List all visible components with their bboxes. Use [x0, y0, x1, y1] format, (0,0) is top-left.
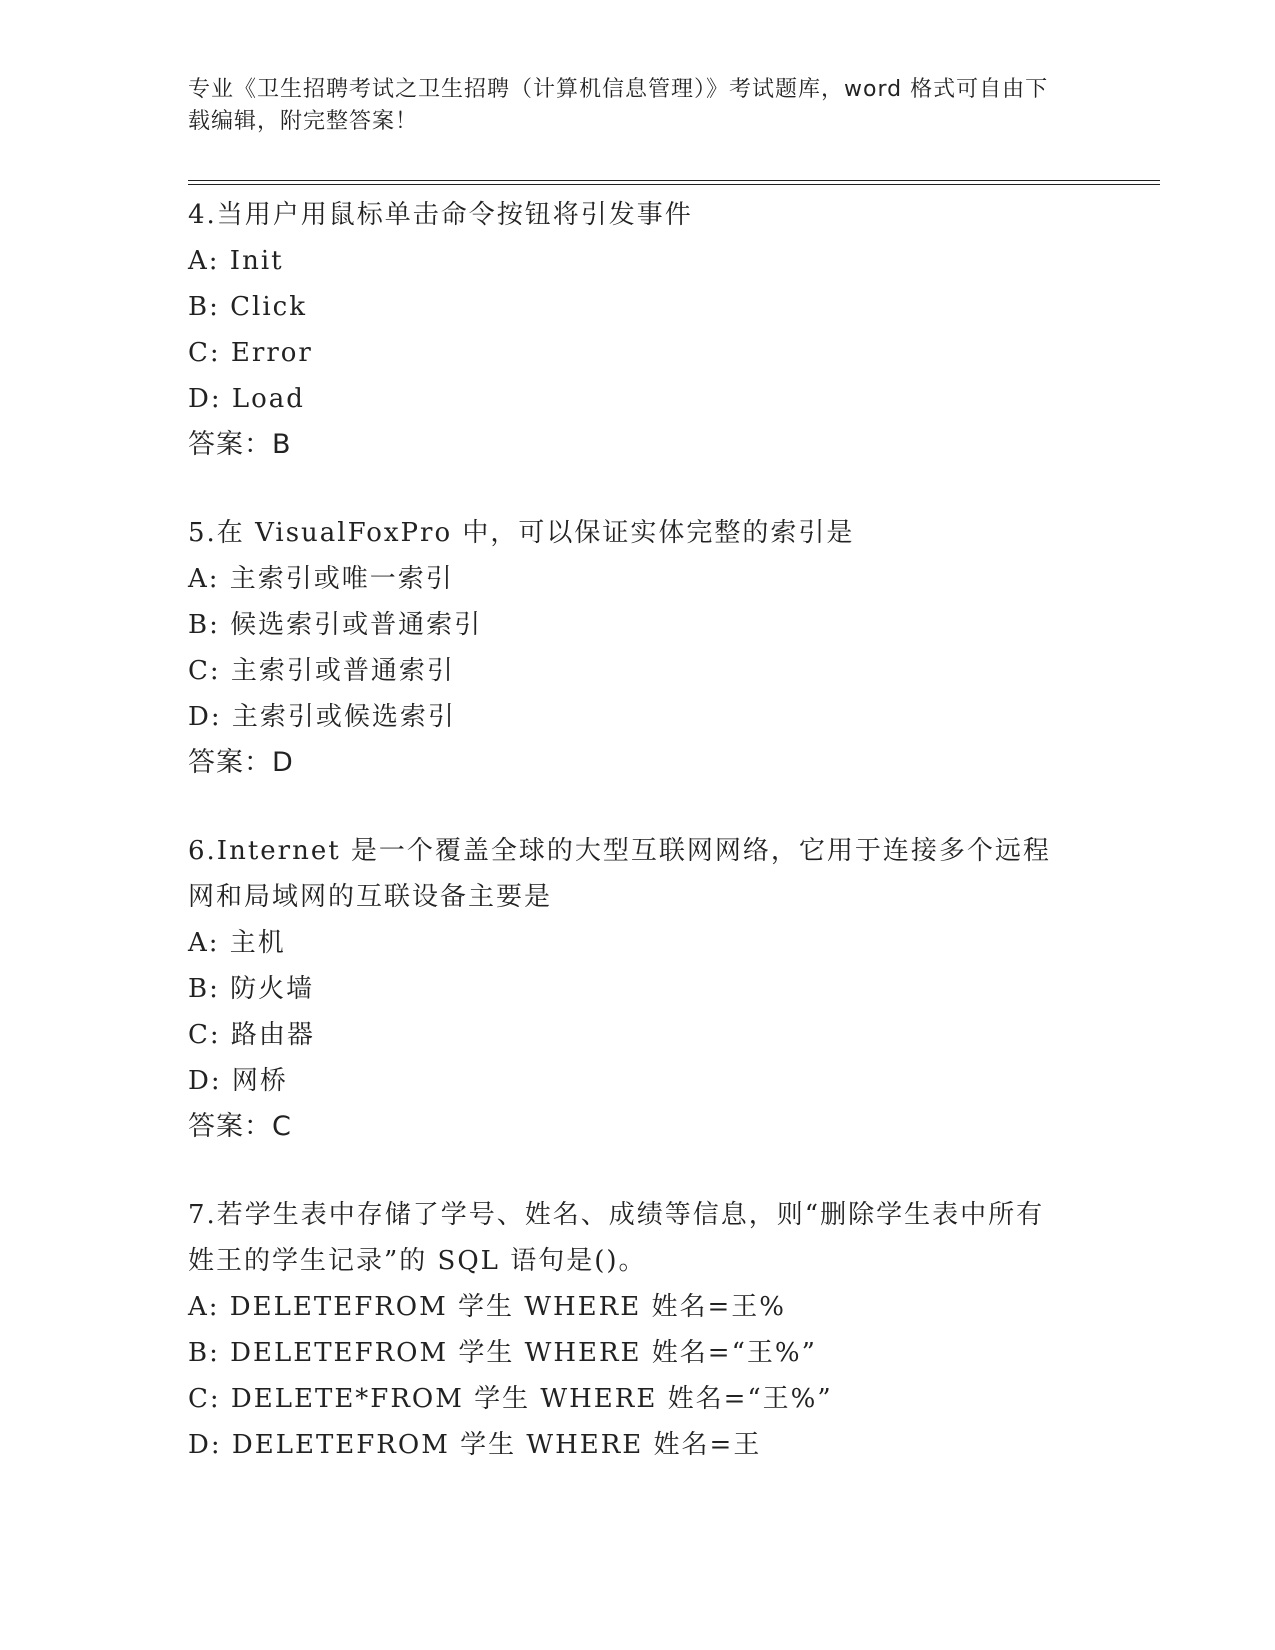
option-c: C: DELETE*FROM 学生 WHERE 姓名=“王%” — [188, 1384, 833, 1414]
header-divider-top — [188, 180, 1160, 181]
question-7 — [188, 1192, 1088, 1468]
document-header: 专业《卫生招聘考试之卫生招聘（计算机信息管理）》考试题库，word 格式可自由下载编辑，附完整答案！ — [188, 77, 1049, 134]
option-a: A: 主机 — [188, 928, 286, 958]
answer-line: 答案：B — [188, 429, 292, 460]
question-stem: 5.在 VisualFoxPro 中，可以保证实体完整的索引是 — [188, 518, 855, 548]
option-d: D: Load — [188, 384, 305, 414]
answer-line: 答案：D — [188, 747, 294, 778]
option-a: A: DELETEFROM 学生 WHERE 姓名=王% — [188, 1292, 786, 1322]
question-stem: 7.若学生表中存储了学号、姓名、成绩等信息，则“删除学生表中所有姓王的学生记录”的 SQL 语句是()。 — [188, 1200, 1045, 1276]
option-a: A: Init — [188, 246, 284, 276]
question-4 — [188, 192, 1088, 468]
question-6 — [188, 828, 1088, 1150]
answer-line: 答案：C — [188, 1111, 292, 1142]
option-b: B: Click — [188, 292, 307, 322]
option-b: B: DELETEFROM 学生 WHERE 姓名=“王%” — [188, 1338, 817, 1368]
question-stem: 6.Internet 是一个覆盖全球的大型互联网网络，它用于连接多个远程网和局域网的互联设备主要是 — [188, 836, 1051, 912]
option-c: C: 主索引或普通索引 — [188, 656, 455, 686]
header-divider-bottom — [188, 184, 1160, 185]
option-c: C: Error — [188, 338, 313, 368]
option-d: D: DELETEFROM 学生 WHERE 姓名=王 — [188, 1430, 762, 1460]
option-b: B: 防火墙 — [188, 974, 315, 1004]
option-b: B: 候选索引或普通索引 — [188, 610, 483, 640]
question-list — [188, 192, 1088, 1468]
question-5 — [188, 510, 1088, 786]
option-d: D: 网桥 — [188, 1066, 288, 1096]
option-d: D: 主索引或候选索引 — [188, 702, 456, 732]
option-a: A: 主索引或唯一索引 — [188, 564, 454, 594]
option-c: C: 路由器 — [188, 1020, 315, 1050]
question-stem: 4.当用户用鼠标单击命令按钮将引发事件 — [188, 200, 693, 230]
